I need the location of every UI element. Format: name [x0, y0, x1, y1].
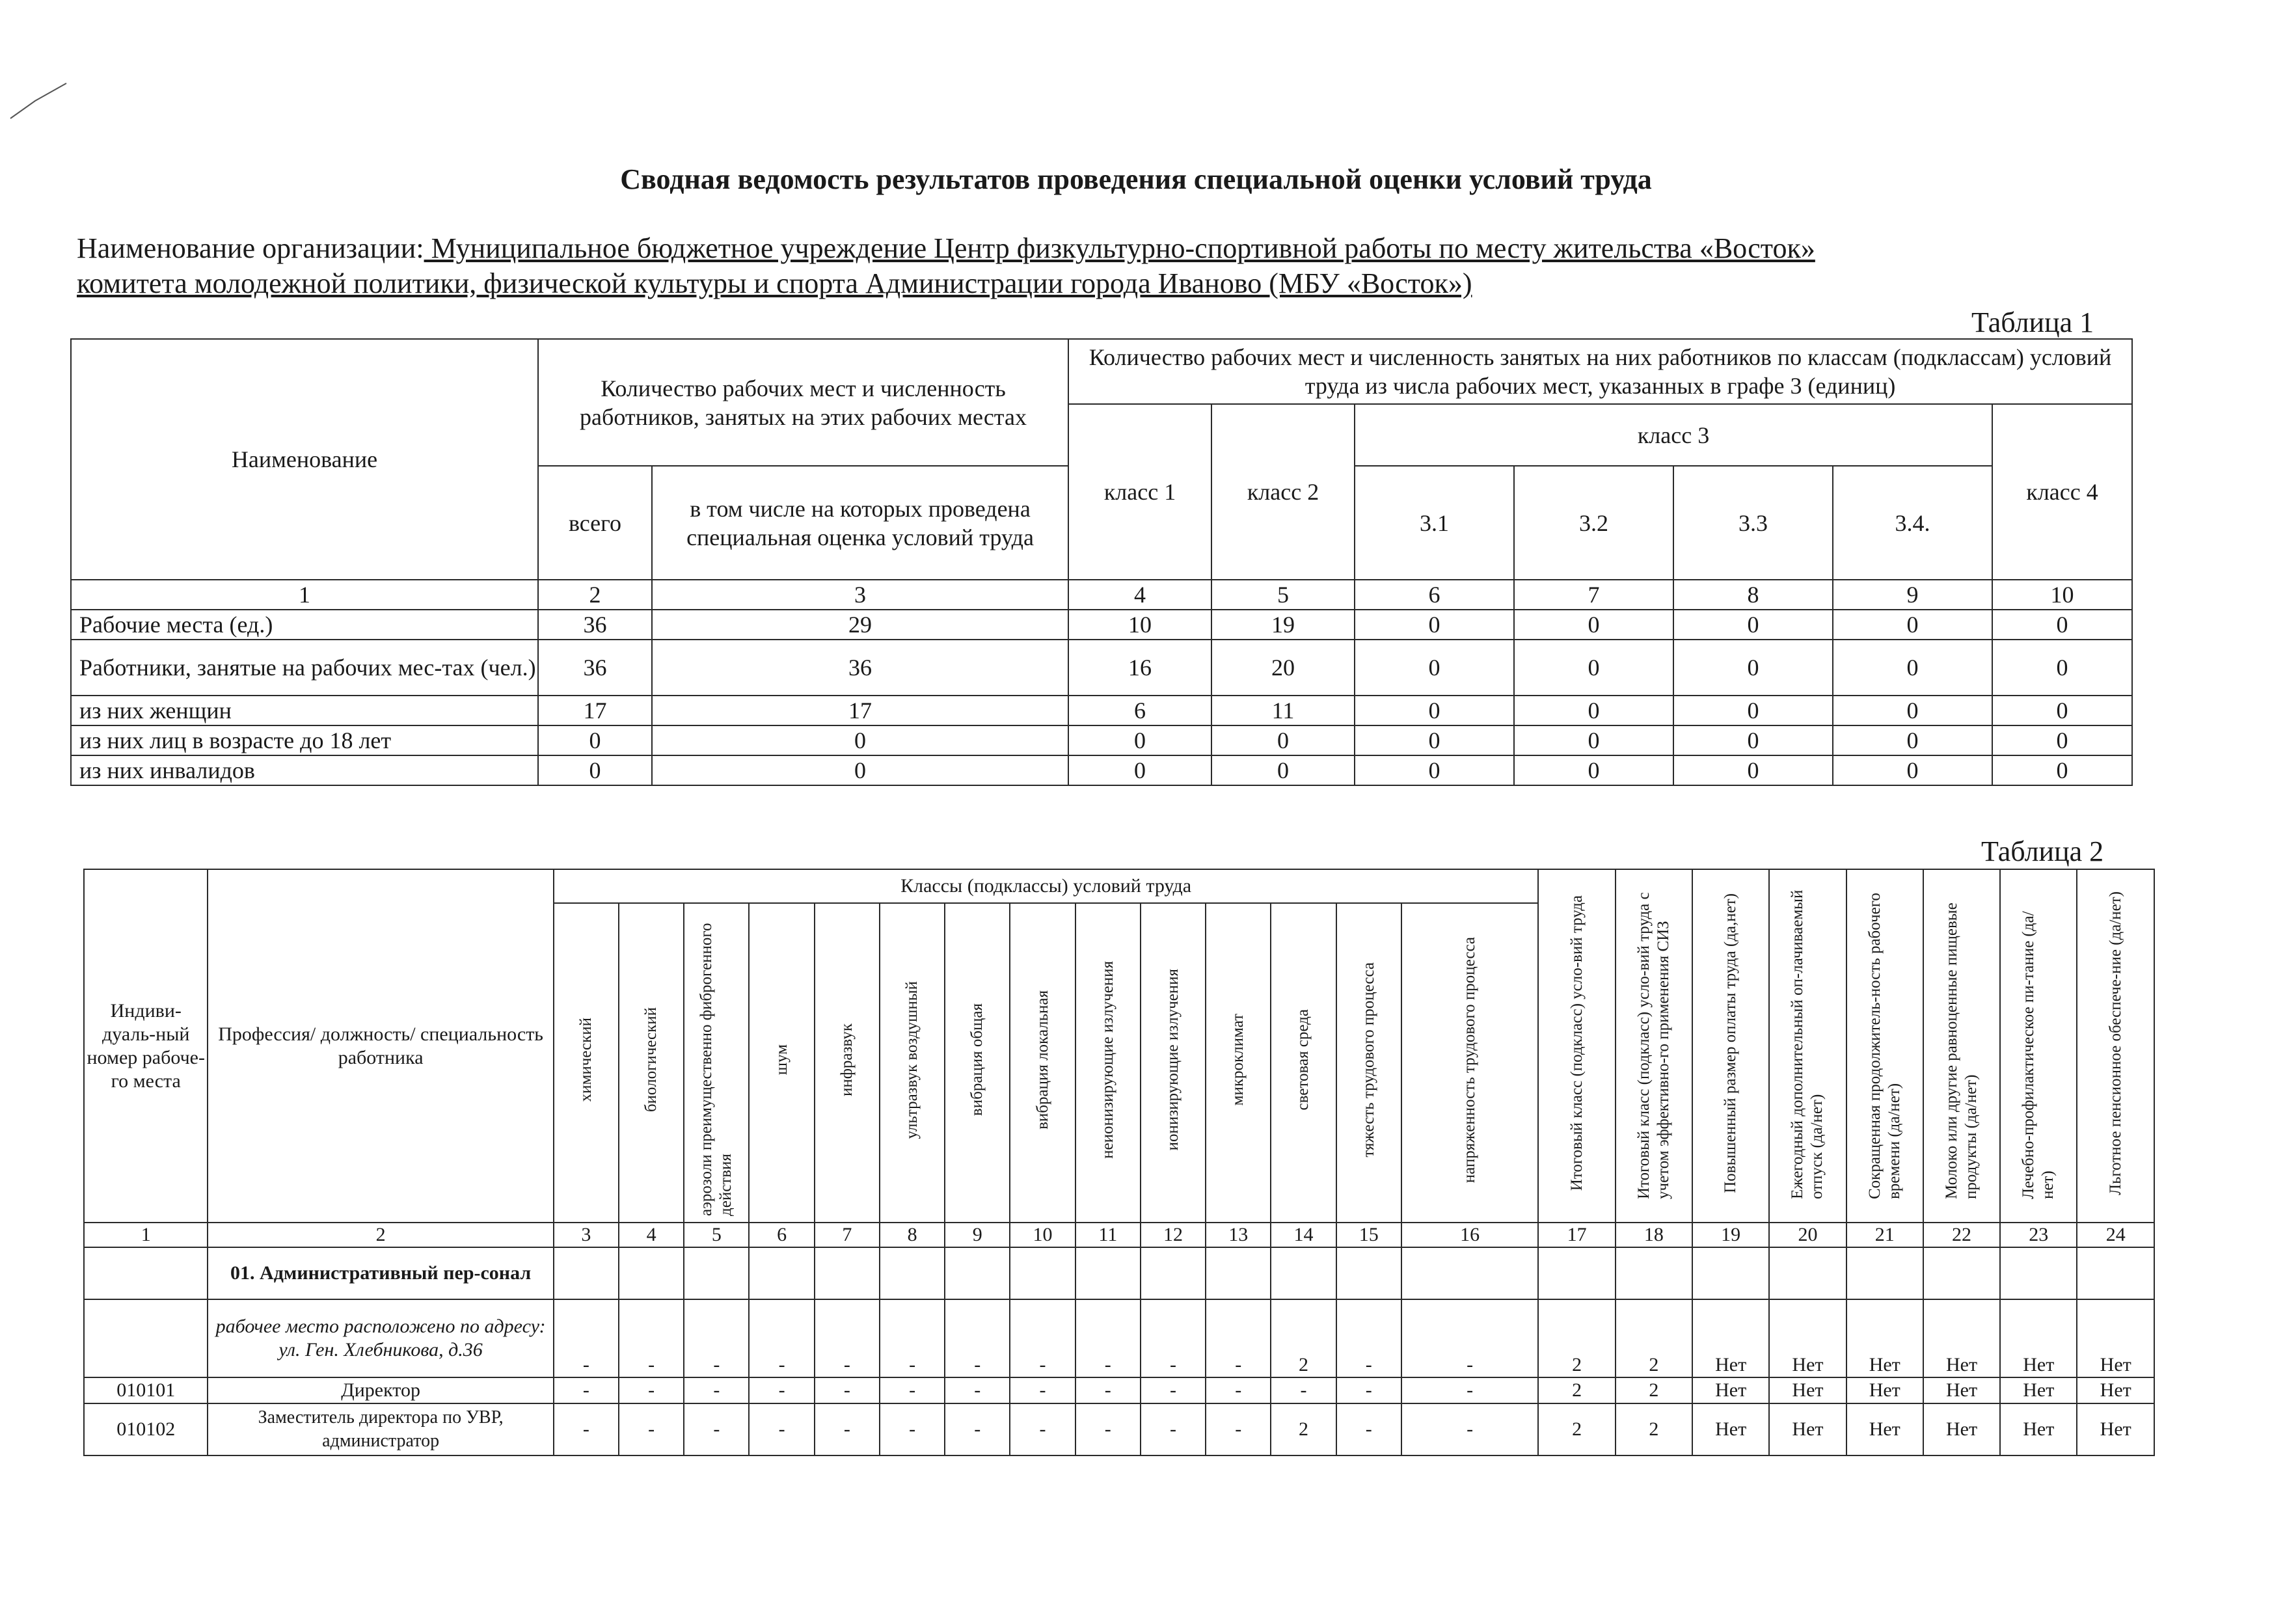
cell: Нет	[1769, 1299, 1846, 1377]
cell	[554, 1247, 619, 1299]
cell: Нет	[2077, 1377, 2154, 1403]
t2-header-text: химический	[576, 1018, 595, 1102]
table-row	[71, 640, 2132, 696]
t2-header-leave	[1769, 869, 1846, 1223]
cell: -	[880, 1299, 945, 1377]
table2-caption: Таблица 2	[1981, 835, 2104, 867]
cell: 0	[1992, 696, 2132, 725]
cell: 0	[1514, 696, 1673, 725]
cell	[815, 1247, 880, 1299]
cell: 16	[1068, 640, 1211, 696]
t1-header-3-4: 3.4.	[1833, 466, 1992, 580]
cell	[945, 1247, 1010, 1299]
t2-column-numbers	[84, 1223, 2154, 1247]
t1-colnum: 3	[652, 580, 1068, 610]
cell: 0	[1992, 755, 2132, 785]
t2-header-text: Ежегодный дополнительный оп-лачиваемый отпуск (да/нет)	[1789, 889, 1826, 1199]
t2-header-text: Итоговый класс (подкласс) усло-вий труда	[1567, 895, 1586, 1191]
t2-header-text: аэрозоли преимущественно фиброгенного действия	[697, 923, 735, 1216]
t2-factor-header	[1271, 903, 1336, 1223]
cell: 0	[1355, 755, 1514, 785]
t2-colnum: 21	[1846, 1223, 1923, 1247]
cell: 0	[1833, 755, 1992, 785]
cell	[684, 1247, 749, 1299]
t2-factor-header	[945, 903, 1010, 1223]
cell: 2	[1271, 1299, 1336, 1377]
t2-header-text: напряженность трудового процесса	[1461, 936, 1479, 1184]
cell: 11	[1211, 696, 1355, 725]
t2-colnum: 8	[880, 1223, 945, 1247]
cell: 36	[652, 640, 1068, 696]
cell: -	[1401, 1299, 1539, 1377]
row-label: из них лиц в возрасте до 18 лет	[71, 725, 538, 755]
cell: 0	[1355, 696, 1514, 725]
t2-factor-header	[1206, 903, 1271, 1223]
t1-header-3-1: 3.1	[1355, 466, 1514, 580]
cell: -	[749, 1299, 814, 1377]
cell: Нет	[1923, 1377, 2000, 1403]
workplace-table	[83, 869, 2155, 1456]
cell: Нет	[1692, 1377, 1769, 1403]
cell: -	[880, 1377, 945, 1403]
t1-colnum: 2	[538, 580, 652, 610]
cell	[1010, 1247, 1075, 1299]
table-row	[84, 1403, 2154, 1455]
cell: -	[554, 1377, 619, 1403]
cell: 19	[1211, 610, 1355, 640]
cell: -	[1336, 1403, 1401, 1455]
cell	[1141, 1247, 1206, 1299]
cell: -	[1010, 1299, 1075, 1377]
t2-header-text: ионизирующие излучения	[1164, 969, 1182, 1151]
t2-factor-header	[815, 903, 880, 1223]
t2-header-pay	[1692, 869, 1769, 1223]
t1-header-name: Наименование	[71, 339, 538, 580]
cell: 0	[1673, 725, 1833, 755]
cell: Нет	[1846, 1403, 1923, 1455]
cell: Нет	[2077, 1299, 2154, 1377]
cell: -	[1141, 1299, 1206, 1377]
t1-colnum: 9	[1833, 580, 1992, 610]
table-row	[71, 696, 2132, 725]
t2-colnum: 20	[1769, 1223, 1846, 1247]
cell: 0	[1673, 610, 1833, 640]
t2-factor-header	[1141, 903, 1206, 1223]
t2-header-text: вибрация общая	[968, 1003, 986, 1116]
cell: 0	[1992, 725, 2132, 755]
pen-mark	[9, 78, 68, 124]
cell: 0	[1833, 610, 1992, 640]
t2-header-text: Льготное пенсионное обеспече-ние (да/нет)	[2106, 891, 2124, 1195]
cell: Нет	[2000, 1377, 2077, 1403]
t2-factor-header	[749, 903, 814, 1223]
cell	[749, 1247, 814, 1299]
org-name-line1: Муниципальное бюджетное учреждение Центр физкультурно-спортивной работы по месту жительства «Восток»	[424, 232, 1815, 264]
t2-colnum: 11	[1075, 1223, 1141, 1247]
t2-colnum: 9	[945, 1223, 1010, 1247]
t2-colnum: 22	[1923, 1223, 2000, 1247]
cell: 6	[1068, 696, 1211, 725]
cell: -	[1075, 1403, 1141, 1455]
t2-factor-header	[1401, 903, 1539, 1223]
organization-name	[77, 231, 2133, 301]
cell: 0	[1992, 640, 2132, 696]
cell: -	[619, 1299, 684, 1377]
t2-colnum: 5	[684, 1223, 749, 1247]
t2-factor-header	[880, 903, 945, 1223]
cell: 10	[1068, 610, 1211, 640]
cell: Нет	[2000, 1299, 2077, 1377]
cell: -	[554, 1299, 619, 1377]
t2-header-text: вибрация локальная	[1033, 990, 1051, 1130]
cell	[1401, 1247, 1539, 1299]
t2-header-final-class	[1538, 869, 1615, 1223]
cell: -	[1401, 1377, 1539, 1403]
t1-header-total: всего	[538, 466, 652, 580]
t2-factor-header	[1336, 903, 1401, 1223]
workplace-id: 010101	[84, 1377, 208, 1403]
t1-header-assessed: в том числе на которых проведена специальная оценка условий труда	[652, 466, 1068, 580]
summary-table	[70, 338, 2133, 786]
cell	[619, 1247, 684, 1299]
location-row	[84, 1299, 2154, 1377]
section-title: 01. Административный пер-сонал	[208, 1247, 553, 1299]
cell: 2	[1616, 1299, 1692, 1377]
cell: -	[749, 1377, 814, 1403]
t2-header-text: шум	[772, 1044, 791, 1076]
row-label: из них инвалидов	[71, 755, 538, 785]
t2-colnum: 18	[1616, 1223, 1692, 1247]
t1-header-3-3: 3.3	[1673, 466, 1833, 580]
row-label: Работники, занятые на рабочих мес-тах (чел.)	[71, 640, 538, 696]
t2-colnum: 16	[1401, 1223, 1539, 1247]
cell	[2077, 1247, 2154, 1299]
cell: -	[1206, 1377, 1271, 1403]
t2-colnum: 23	[2000, 1223, 2077, 1247]
cell: Нет	[1846, 1299, 1923, 1377]
cell	[1616, 1247, 1692, 1299]
t2-colnum: 12	[1141, 1223, 1206, 1247]
org-label: Наименование организации:	[77, 232, 424, 264]
cell: 2	[1616, 1403, 1692, 1455]
cell: -	[1401, 1403, 1539, 1455]
cell: 20	[1211, 640, 1355, 696]
workplace-name: Директор	[208, 1377, 553, 1403]
t2-header-nutrition	[2000, 869, 2077, 1223]
workplace-id: 010102	[84, 1403, 208, 1455]
t1-colnum: 7	[1514, 580, 1673, 610]
t2-header-classes: Классы (подклассы) условий труда	[554, 869, 1539, 903]
cell: Нет	[1923, 1299, 2000, 1377]
cell: -	[749, 1403, 814, 1455]
t2-header-text: инфразвук	[837, 1023, 856, 1097]
cell: 36	[538, 610, 652, 640]
cell: 2	[1616, 1377, 1692, 1403]
t1-colnum: 5	[1211, 580, 1355, 610]
t1-header-class4: класс 4	[1992, 404, 2132, 580]
cell	[84, 1299, 208, 1377]
cell: -	[1336, 1377, 1401, 1403]
t1-colnum: 4	[1068, 580, 1211, 610]
t2-colnum: 6	[749, 1223, 814, 1247]
t2-header-reduced-time	[1846, 869, 1923, 1223]
cell	[2000, 1247, 2077, 1299]
cell: 0	[538, 755, 652, 785]
t2-factor-header	[554, 903, 619, 1223]
cell: -	[1010, 1403, 1075, 1455]
t2-colnum: 17	[1538, 1223, 1615, 1247]
cell: Нет	[1692, 1299, 1769, 1377]
cell: Нет	[1769, 1377, 1846, 1403]
t2-header-text: световая среда	[1294, 1009, 1312, 1111]
cell: 0	[1833, 640, 1992, 696]
t2-colnum: 3	[554, 1223, 619, 1247]
t1-colnum: 1	[71, 580, 538, 610]
cell: 2	[1538, 1299, 1615, 1377]
t2-header-text: неионизирующие излучения	[1098, 961, 1116, 1159]
cell: -	[619, 1377, 684, 1403]
cell	[1923, 1247, 2000, 1299]
t2-header-profession: Профессия/ должность/ специальность работника	[208, 869, 553, 1223]
cell: 0	[1514, 755, 1673, 785]
t2-factor-header	[1010, 903, 1075, 1223]
t2-header-text: Сокращенная продолжитель-ность рабочего времени (да/нет)	[1865, 893, 1903, 1199]
section-row	[84, 1247, 2154, 1299]
t2-colnum: 1	[84, 1223, 208, 1247]
cell: -	[1206, 1403, 1271, 1455]
org-name-line2: комитета молодежной политики, физической культуры и спорта Администрации города Иваново (МБУ «Восток»)	[77, 267, 1472, 299]
cell: -	[945, 1403, 1010, 1455]
t1-header-3-2: 3.2	[1514, 466, 1673, 580]
cell: -	[684, 1377, 749, 1403]
cell: 0	[1673, 755, 1833, 785]
cell: 0	[1514, 725, 1673, 755]
cell	[1769, 1247, 1846, 1299]
row-label: из них женщин	[71, 696, 538, 725]
t2-header-id: Индиви-дуаль-ный номер рабоче-го места	[84, 869, 208, 1223]
cell: -	[880, 1403, 945, 1455]
document-title: Сводная ведомость результатов проведения специальной оценки условий труда	[620, 163, 1652, 195]
t2-colnum: 2	[208, 1223, 553, 1247]
t2-header-text: Лечебно-профилактическое пи-тание (да/нет)	[2020, 911, 2057, 1199]
cell: -	[1141, 1377, 1206, 1403]
table-row	[84, 1377, 2154, 1403]
row-label: Рабочие места (ед.)	[71, 610, 538, 640]
cell	[1271, 1247, 1336, 1299]
t2-header-pension	[2077, 869, 2154, 1223]
cell: -	[945, 1377, 1010, 1403]
t2-header-text: Повышенный размер оплаты труда (да,нет)	[1722, 893, 1740, 1193]
t2-factor-header	[619, 903, 684, 1223]
cell: 0	[1673, 696, 1833, 725]
cell: -	[684, 1299, 749, 1377]
cell: 2	[1538, 1403, 1615, 1455]
t2-header-text: тяжесть трудового процесса	[1359, 962, 1377, 1157]
cell: -	[945, 1299, 1010, 1377]
cell	[1075, 1247, 1141, 1299]
t1-header-classes: Количество рабочих мест и численность занятых на них работников по классам (подклассам) условий труда из числа рабочих мест, указанных в графе 3 (единиц)	[1068, 339, 2132, 404]
cell: 0	[1833, 696, 1992, 725]
cell: 0	[652, 725, 1068, 755]
t1-header-count: Количество рабочих мест и численность работников, занятых на этих рабочих местах	[538, 339, 1068, 466]
cell: 29	[652, 610, 1068, 640]
cell: 0	[652, 755, 1068, 785]
cell	[1538, 1247, 1615, 1299]
cell: Нет	[1769, 1403, 1846, 1455]
cell: Нет	[1846, 1377, 1923, 1403]
cell: 17	[652, 696, 1068, 725]
cell: 0	[1514, 610, 1673, 640]
t2-colnum: 24	[2077, 1223, 2154, 1247]
cell: Нет	[2000, 1403, 2077, 1455]
cell: 0	[1211, 755, 1355, 785]
cell	[1692, 1247, 1769, 1299]
t1-colnum: 10	[1992, 580, 2132, 610]
t2-colnum: 19	[1692, 1223, 1769, 1247]
table-row	[71, 725, 2132, 755]
t2-colnum: 10	[1010, 1223, 1075, 1247]
t1-colnum: 6	[1355, 580, 1514, 610]
cell: 0	[1673, 640, 1833, 696]
table-row	[71, 755, 2132, 785]
t2-header-text: Итоговый класс (подкласс) усло-вий труда с учетом эффективно-го применения СИЗ	[1634, 892, 1672, 1199]
cell: -	[815, 1403, 880, 1455]
cell: 0	[1992, 610, 2132, 640]
cell	[1336, 1247, 1401, 1299]
cell: 0	[538, 725, 652, 755]
cell	[1846, 1247, 1923, 1299]
cell	[1206, 1247, 1271, 1299]
workplace-name: Заместитель директора по УВР, администратор	[208, 1403, 553, 1455]
cell: 0	[1355, 640, 1514, 696]
cell: -	[1010, 1377, 1075, 1403]
cell: -	[815, 1299, 880, 1377]
cell: 0	[1833, 725, 1992, 755]
cell: -	[815, 1377, 880, 1403]
table1-caption: Таблица 1	[1971, 306, 2094, 338]
cell: 0	[1068, 725, 1211, 755]
cell: 0	[1355, 725, 1514, 755]
t2-header-text: микроклимат	[1229, 1014, 1247, 1106]
table-row	[71, 610, 2132, 640]
t2-header-text: биологический	[642, 1007, 660, 1113]
cell: -	[1271, 1377, 1336, 1403]
t2-colnum: 4	[619, 1223, 684, 1247]
location-text: рабочее место расположено по адресу: ул. Ген. Хлебникова, д.36	[208, 1299, 553, 1377]
t1-column-numbers	[71, 580, 2132, 610]
t2-colnum: 14	[1271, 1223, 1336, 1247]
t2-colnum: 7	[815, 1223, 880, 1247]
cell: 0	[1355, 610, 1514, 640]
cell: 17	[538, 696, 652, 725]
cell: -	[1206, 1299, 1271, 1377]
cell: -	[1141, 1403, 1206, 1455]
cell: 0	[1068, 755, 1211, 785]
cell	[84, 1247, 208, 1299]
cell: 2	[1538, 1377, 1615, 1403]
t2-factor-header	[1075, 903, 1141, 1223]
cell: 0	[1514, 640, 1673, 696]
t2-header-milk	[1923, 869, 2000, 1223]
t2-header-text: Молоко или другие равноценные пищевые продукты (да/нет)	[1943, 902, 1981, 1199]
t1-colnum: 8	[1673, 580, 1833, 610]
cell: Нет	[1692, 1403, 1769, 1455]
cell: -	[684, 1403, 749, 1455]
t2-colnum: 15	[1336, 1223, 1401, 1247]
t1-header-class3: класс 3	[1355, 404, 1992, 466]
t2-header-text: ультразвук воздушный	[903, 981, 921, 1139]
cell: -	[1075, 1299, 1141, 1377]
cell: -	[554, 1403, 619, 1455]
cell: 36	[538, 640, 652, 696]
cell: -	[1075, 1377, 1141, 1403]
t1-header-class2: класс 2	[1211, 404, 1355, 580]
cell	[880, 1247, 945, 1299]
cell: Нет	[2077, 1403, 2154, 1455]
cell: -	[619, 1403, 684, 1455]
cell: -	[1336, 1299, 1401, 1377]
cell: Нет	[1923, 1403, 2000, 1455]
t1-header-class1: класс 1	[1068, 404, 1211, 580]
cell: 2	[1271, 1403, 1336, 1455]
cell: 0	[1211, 725, 1355, 755]
t2-header-final-class-ppe	[1616, 869, 1692, 1223]
t2-colnum: 13	[1206, 1223, 1271, 1247]
t2-factor-header	[684, 903, 749, 1223]
